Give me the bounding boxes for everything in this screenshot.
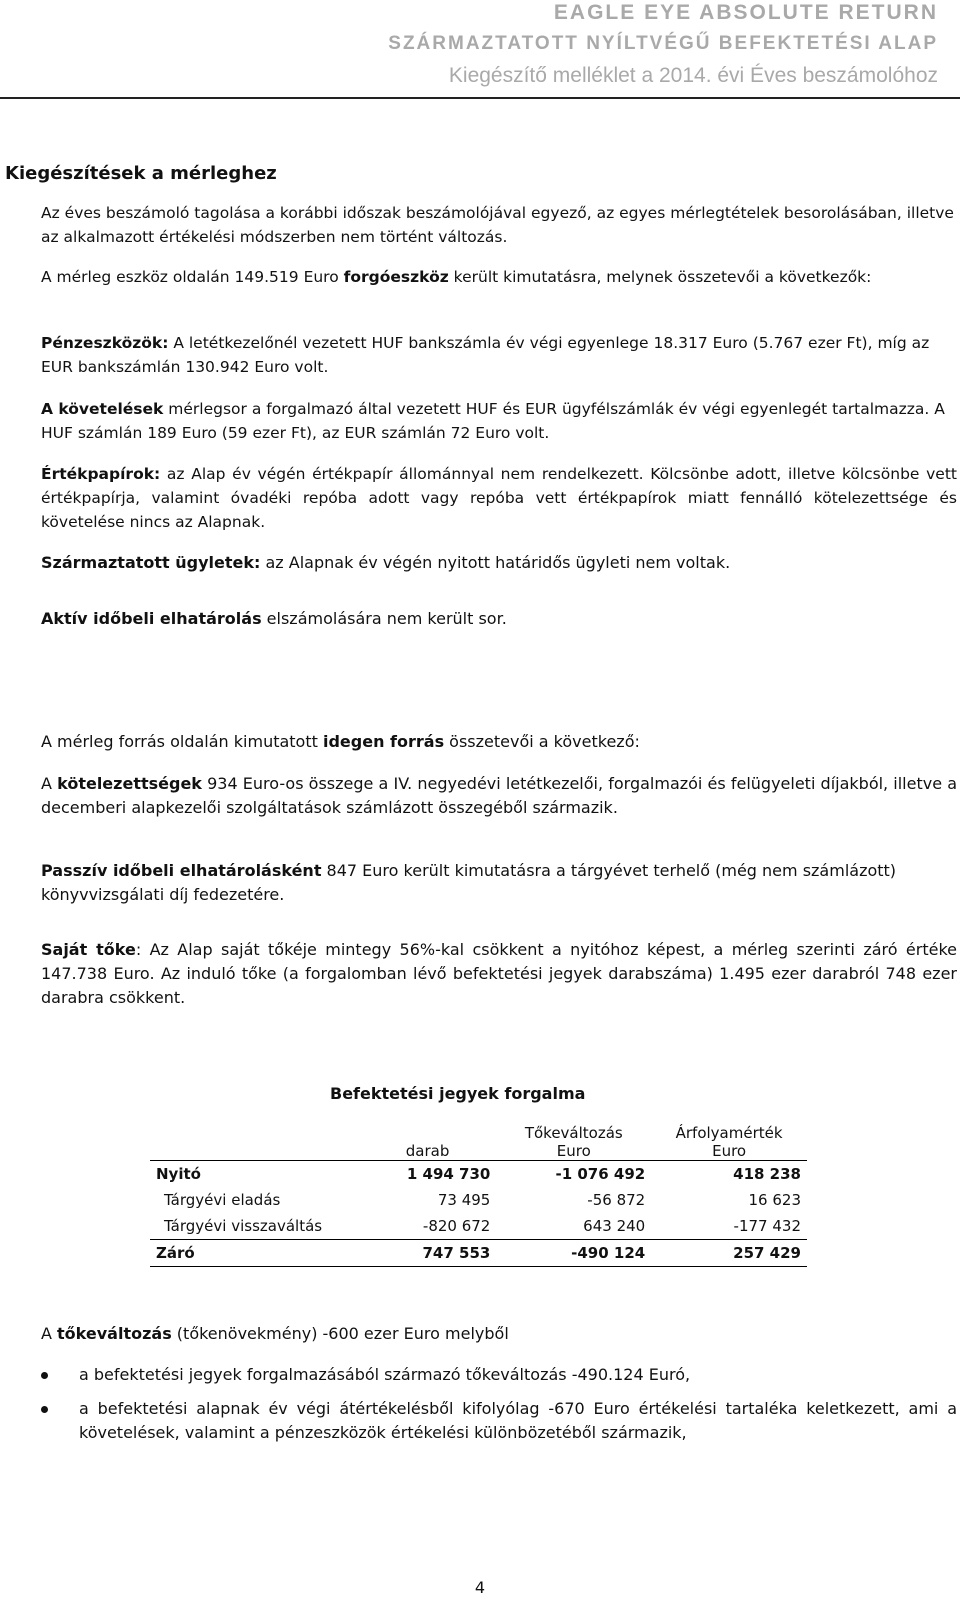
bullet-icon [41,1372,48,1379]
header-label: Tőkeváltozás [524,1124,623,1142]
paragraph-cash [41,331,957,379]
text: 847 Euro került kimutatásra a tárgyévet terhelő (még nem számlázott) könyvvizsgálati díj fedezetére. [41,861,897,904]
text: : Az Alap saját tőkéje mintegy 56%-kal csökkent a nyitóhoz képest, a mérleg szerinti záró értéke 147.738 Euro. Az induló tőke (a forgalomban lévő befektetési jegyek darabszáma) 1.495 ezer darabról 748 ezer darabra csökkent. [41,940,957,1007]
row-label: Tárgyévi eladás [164,1191,281,1209]
paragraph-liabilities [41,772,957,820]
paragraph-capital-change [41,1322,957,1346]
paragraph-liabilities-intro [41,730,957,754]
bold-term: kötelezettségek [57,774,202,793]
header-label: Árfolyamérték [675,1124,783,1142]
cell-toke: 643 240 [583,1217,646,1235]
text: A mérleg eszköz oldalán 149.519 Euro [41,268,344,286]
bold-term: A követelések [41,400,164,418]
row-label: Záró [150,1240,359,1267]
table-row [150,1187,807,1213]
paragraph-accrued-expenses [41,859,957,907]
cell-arf: -177 432 [733,1217,801,1235]
bold-term: Aktív időbeli elhatárolás [41,609,262,628]
table-row [150,1213,807,1240]
text: az Alap év végén értékpapír állománnyal nem rendelkezett. Kölcsönbe adott, illetve kölcsönbe vett értékpapírja, valamint óvadéki repóba adott vagy repóba vett értékpapírok miatt fennálló kötelezettsége és követelése nincs az Alapnak. [41,465,957,531]
section-title: Kiegészítések a mérleghez [5,163,277,184]
bold-term: Pénzeszközök: [41,334,169,352]
header-unit: Euro [712,1142,747,1160]
cell-darab: 1 494 730 [359,1161,497,1188]
text: az Alapnak év végén nyitott határidős ügyleti nem voltak. [260,553,731,572]
paragraph-structure: Az éves beszámoló tagolása a korábbi időszak beszámolójával egyező, az egyes mérlegtételek besorolásában, illetve az alkalmazott értékelési módszerben nem történt változás. [41,204,954,246]
cell-toke: -1 076 492 [496,1161,651,1188]
text: A [41,774,58,793]
bold-term: forgóeszköz [343,268,449,286]
paragraph-receivables [41,397,957,445]
cell-toke: -56 872 [587,1191,646,1209]
paragraph-securities [41,462,957,534]
capital-change-list [41,1363,957,1455]
paragraph-derivatives [41,551,957,575]
text: (tőkenövekmény) -600 ezer Euro melyből [171,1324,509,1343]
cell-darab: 73 495 [437,1191,491,1209]
bold-term: Saját tőke [41,940,136,959]
text: A [41,1324,58,1343]
report-subtitle-header: Kiegészítő melléklet a 2014. évi Éves beszámolóhoz [448,64,938,87]
header-cell-tokevaltozas [496,1116,651,1161]
cell-darab: 747 553 [359,1240,497,1267]
text: 934 Euro-os összege a IV. negyedévi letétkezelői, forgalmazói és felügyeleti díjakból, illetve a decemberi alapkezelői szolgáltatások számlázott összegéből származik. [41,774,958,817]
list-item-text: a befektetési jegyek forgalmazásából származó tőkeváltozás -490.124 Euró, [79,1365,691,1384]
header-unit: Euro [556,1142,591,1160]
bold-term: idegen forrás [322,732,445,751]
bold-term: Származtatott ügyletek: [41,553,261,572]
bold-term: tőkeváltozás [57,1324,172,1343]
cell-toke: -490 124 [496,1240,651,1267]
bold-term: Passzív időbeli elhatárolásként [41,861,322,880]
paragraph-current-assets [41,265,957,289]
cell-arf: 418 238 [651,1161,807,1188]
text: összetevői a következő: [444,732,640,751]
table-row [150,1161,807,1188]
fund-type-header: SZÁRMAZTATOTT NYÍLTVÉGŰ BEFEKTETÉSI ALAP [388,33,938,54]
table-title: Befektetési jegyek forgalma [330,1084,586,1103]
paragraph-equity [41,938,957,1010]
text: mérlegsor a forgalmazó által vezetett HUF és EUR ügyfélszámlák év végi egyenlegét tartalmazza. A HUF számlán 189 Euro (59 ezer Ft), az EUR számlán 72 Euro volt. [41,400,945,442]
cell-arf: 257 429 [651,1240,807,1267]
row-label: Tárgyévi visszaváltás [164,1217,323,1235]
paragraph-accrued-income [41,607,957,631]
header-cell-darab: darab [405,1142,450,1160]
bullet-icon [41,1406,48,1413]
header-cell-arfolyamertek [651,1116,807,1161]
cell-arf: 16 623 [748,1191,801,1209]
table-header-row [150,1116,807,1161]
cell-darab: -820 672 [422,1217,491,1235]
text: A letétkezelőnél vezetett HUF bankszámla év végi egyenlege 18.317 Euro (5.767 ezer Ft), míg az EUR bankszámlán 130.942 Euro volt. [41,334,930,376]
text: került kimutatásra, melynek összetevői a következők: [448,268,872,286]
list-item-text: a befektetési alapnak év végi átértékelésből kifolyólag -670 Euro értékelési tartaléka keletkezett, ami a követelések, valamint a pénzeszközök értékelési különbözetéből származik, [79,1399,957,1442]
table-row [150,1240,807,1267]
list-item [41,1397,957,1445]
page-number: 4 [474,1578,486,1597]
header-cell-empty [150,1116,359,1161]
list-item [41,1363,957,1387]
text: A mérleg forrás oldalán kimutatott [41,732,323,751]
bold-term: Értékpapírok: [41,465,161,483]
fund-units-table [150,1116,807,1267]
header-divider [0,97,960,99]
fund-name-header: EAGLE EYE ABSOLUTE RETURN [553,1,938,24]
row-label: Nyitó [150,1161,359,1188]
text: elszámolására nem került sor. [261,609,507,628]
